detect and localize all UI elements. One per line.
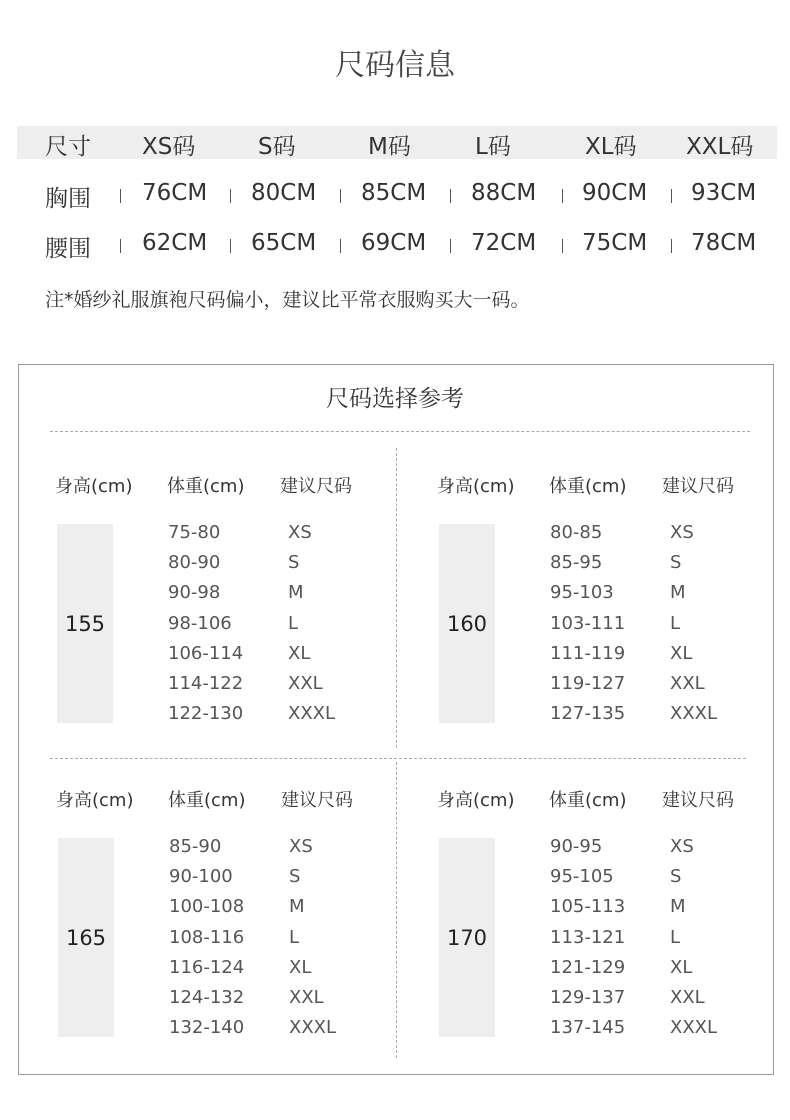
suggested-size: XS	[288, 522, 312, 543]
suggested-size: S	[670, 552, 682, 574]
suggested-size: L	[670, 926, 681, 948]
weight-range: 80-85	[550, 522, 603, 543]
column-header-weight: 体重(cm)	[168, 790, 246, 811]
size-reference-title: 尺码选择参考	[326, 386, 464, 412]
size-table-header-m: M码	[368, 134, 411, 160]
suggested-size: XS	[670, 522, 694, 543]
suggested-size: XL	[289, 956, 312, 978]
suggested-size: M	[289, 896, 305, 918]
weight-range: 95-105	[550, 866, 614, 888]
dashed-divider	[396, 762, 397, 1058]
suggested-size: S	[670, 866, 682, 888]
column-separator	[120, 189, 121, 203]
page-title: 尺码信息	[335, 48, 455, 83]
suggested-size: XL	[670, 956, 693, 978]
size-table-row-label: 腰围	[45, 236, 91, 262]
weight-range: 113-121	[550, 926, 626, 948]
suggested-size: XS	[289, 836, 313, 857]
weight-range: 103-111	[550, 612, 626, 634]
suggested-size: XXXL	[670, 703, 718, 725]
weight-range: 108-116	[169, 926, 245, 948]
size-table-cell: 80CM	[251, 180, 317, 206]
column-separator	[450, 239, 451, 253]
suggested-size: XXL	[670, 987, 705, 1008]
height-value: 160	[439, 524, 495, 723]
suggested-size: M	[670, 896, 686, 918]
weight-range: 105-113	[550, 896, 626, 918]
suggested-size: XXXL	[289, 1017, 337, 1039]
weight-range: 106-114	[168, 642, 244, 664]
weight-range: 114-122	[168, 673, 244, 694]
column-header-height: 身高(cm)	[437, 790, 515, 811]
size-table-cell: 69CM	[361, 230, 427, 256]
column-separator	[562, 189, 563, 203]
size-table-cell: 90CM	[582, 180, 648, 206]
weight-range: 132-140	[169, 1017, 245, 1039]
suggested-size: M	[670, 582, 686, 604]
column-separator	[340, 239, 341, 253]
size-table-cell: 62CM	[142, 230, 208, 256]
weight-range: 100-108	[169, 896, 245, 918]
size-table-cell: 85CM	[361, 180, 427, 206]
column-header-size: 建议尺码	[662, 476, 734, 497]
dashed-divider	[396, 448, 397, 748]
size-table-header-s: S码	[258, 134, 296, 160]
column-separator	[671, 189, 672, 203]
column-header-size: 建议尺码	[280, 476, 352, 497]
weight-range: 85-90	[169, 836, 222, 857]
weight-range: 121-129	[550, 956, 626, 978]
weight-range: 111-119	[550, 642, 626, 664]
column-separator	[230, 239, 231, 253]
weight-range: 75-80	[168, 522, 221, 543]
size-table-cell: 88CM	[471, 180, 537, 206]
column-header-weight: 体重(cm)	[549, 790, 627, 811]
column-separator	[340, 189, 341, 203]
weight-range: 85-95	[550, 552, 603, 574]
size-note: 注*婚纱礼服旗袍尺码偏小，建议比平常衣服购买大一码。	[45, 289, 530, 311]
weight-range: 124-132	[169, 987, 245, 1008]
column-header-size: 建议尺码	[662, 790, 734, 811]
suggested-size: XXXL	[670, 1017, 718, 1039]
weight-range: 90-100	[169, 866, 233, 888]
suggested-size: XS	[670, 836, 694, 857]
size-table-row-label: 胸围	[45, 186, 91, 212]
size-table-cell: 75CM	[582, 230, 648, 256]
suggested-size: L	[670, 612, 681, 634]
size-table-cell: 93CM	[691, 180, 757, 206]
weight-range: 137-145	[550, 1017, 626, 1039]
weight-range: 80-90	[168, 552, 221, 574]
suggested-size: L	[289, 926, 300, 948]
suggested-size: S	[288, 552, 300, 574]
size-table-cell: 65CM	[251, 230, 317, 256]
column-separator	[671, 239, 672, 253]
size-table-cell: 72CM	[471, 230, 537, 256]
size-table-header-label: 尺寸	[45, 134, 91, 160]
size-table-cell: 76CM	[142, 180, 208, 206]
suggested-size: M	[288, 582, 304, 604]
column-separator	[562, 239, 563, 253]
weight-range: 129-137	[550, 987, 626, 1008]
weight-range: 119-127	[550, 673, 626, 694]
dashed-divider	[50, 431, 750, 432]
suggested-size: XL	[670, 642, 693, 664]
size-table-cell: 78CM	[691, 230, 757, 256]
suggested-size: XXL	[289, 987, 324, 1008]
size-table-header-l: L码	[475, 134, 511, 160]
column-header-weight: 体重(cm)	[167, 476, 245, 497]
size-table-header-xs: XS码	[142, 134, 196, 160]
suggested-size: L	[288, 612, 299, 634]
height-value: 165	[58, 838, 114, 1037]
weight-range: 98-106	[168, 612, 232, 634]
weight-range: 127-135	[550, 703, 626, 725]
suggested-size: XXL	[288, 673, 323, 694]
weight-range: 116-124	[169, 956, 245, 978]
dashed-divider	[50, 758, 746, 759]
column-header-size: 建议尺码	[281, 790, 353, 811]
size-table-header-xxl: XXL码	[686, 134, 754, 160]
suggested-size: XXL	[670, 673, 705, 694]
height-value: 155	[57, 524, 113, 723]
suggested-size: S	[289, 866, 301, 888]
height-value: 170	[439, 838, 495, 1037]
column-separator	[450, 189, 451, 203]
column-header-height: 身高(cm)	[55, 476, 133, 497]
suggested-size: XL	[288, 642, 311, 664]
column-separator	[120, 239, 121, 253]
weight-range: 90-98	[168, 582, 221, 604]
size-table-header-xl: XL码	[585, 134, 637, 160]
column-header-height: 身高(cm)	[437, 476, 515, 497]
weight-range: 122-130	[168, 703, 244, 725]
column-header-weight: 体重(cm)	[549, 476, 627, 497]
suggested-size: XXXL	[288, 703, 336, 725]
column-header-height: 身高(cm)	[56, 790, 134, 811]
weight-range: 90-95	[550, 836, 603, 857]
column-separator	[230, 189, 231, 203]
weight-range: 95-103	[550, 582, 614, 604]
